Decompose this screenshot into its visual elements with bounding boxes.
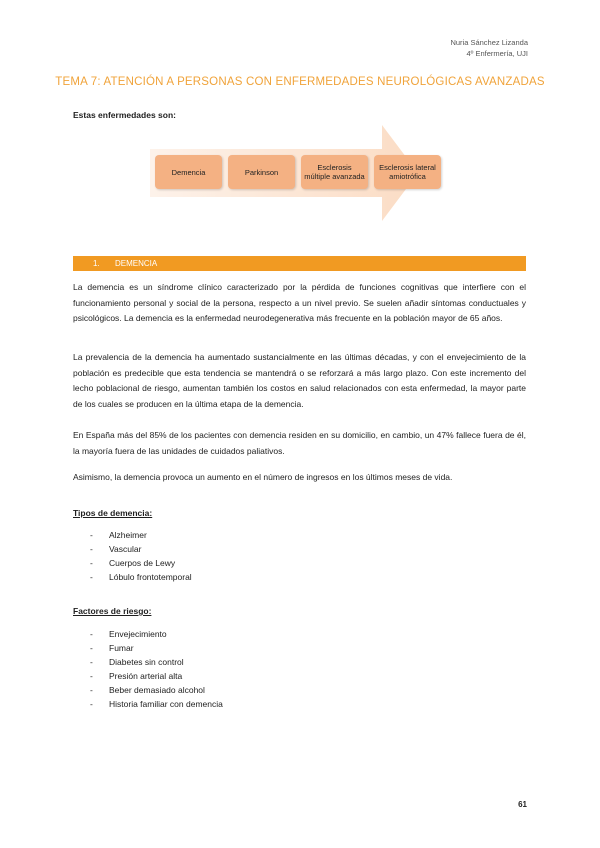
paragraph-definition: La demencia es un síndrome clínico caracterizado por la pérdida de funciones cognitivas que interfiere con el funcionamiento personal y social de la persona, respecto a un nivel previo. Se suelen añadir síntomas conductuales y psicológicos. La demencia es la enfermedad neurodegenerativa más frecuente en la población mayor de 65 años. xyxy=(73,282,526,323)
page-header xyxy=(450,37,528,59)
disease-label: Esclerosis lateral amiotrófica xyxy=(379,163,436,181)
paragraph-spain: En España más del 85% de los pacientes con demencia residen en su domicilio, en cambio, un 47% fallece fuera de él, la mayoría fuera de las unidades de cuidados paliativos. xyxy=(73,430,526,456)
list-item-label: Diabetes sin control xyxy=(109,657,184,667)
list-item-label: Presión arterial alta xyxy=(109,671,183,681)
list-item: - Historia familiar con demencia xyxy=(90,699,223,709)
list-item: - Presión arterial alta xyxy=(90,671,183,681)
list-item: - Fumar xyxy=(90,643,134,653)
section-number: 1. xyxy=(93,259,100,268)
disease-label: Parkinson xyxy=(244,167,279,177)
document-title: TEMA 7: ATENCIÓN A PERSONAS CON ENFERMEDADES NEUROLÓGICAS AVANZADAS xyxy=(55,76,545,88)
header-course: 4º Enfermería, UJI xyxy=(466,49,528,58)
list-item: - Envejecimiento xyxy=(90,629,167,639)
list-item-label: Beber demasiado alcohol xyxy=(109,685,205,695)
section-heading-dementia xyxy=(73,256,526,271)
list-item-label: Alzheimer xyxy=(109,530,147,540)
list-item: - Lóbulo frontotemporal xyxy=(90,572,192,582)
types-heading: Tipos de demencia: xyxy=(73,508,153,518)
disease-box-als xyxy=(374,155,441,189)
disease-box-dementia xyxy=(155,155,222,189)
list-item-label: Fumar xyxy=(109,643,134,653)
list-item: - Alzheimer xyxy=(90,530,147,540)
risk-heading: Factores de riesgo: xyxy=(73,606,152,616)
disease-label: Esclerosis múltiple avanzada xyxy=(304,163,365,181)
list-item: - Beber demasiado alcohol xyxy=(90,685,205,695)
list-item: - Diabetes sin control xyxy=(90,657,184,667)
intro-text: Estas enfermedades son: xyxy=(73,110,176,120)
list-item-label: Historia familiar con demencia xyxy=(109,699,223,709)
disease-box-parkinson xyxy=(228,155,295,189)
paragraph-prevalence: La prevalencia de la demencia ha aumentado sustancialmente en las últimas décadas, y con el envejecimiento de la población es predecible que esta tendencia se mantendrá o se reforzará a más largo plazo. Con este incremento del lecho poblacional de riesgo, aumentan también los costos en salud relacionados con esta enfermedad, la mayor parte de los cuales se producen en la última etapa de la demencia. xyxy=(73,352,526,409)
disease-label: Demencia xyxy=(171,167,206,177)
disease-box-multiple-sclerosis xyxy=(301,155,368,189)
list-item-label: Vascular xyxy=(109,544,142,554)
section-title: DEMENCIA xyxy=(115,259,158,268)
list-item-label: Lóbulo frontotemporal xyxy=(109,572,192,582)
page-number: 61 xyxy=(518,800,527,809)
list-item: - Vascular xyxy=(90,544,142,554)
header-author: Nuria Sánchez Lizanda xyxy=(450,38,528,47)
list-item: - Cuerpos de Lewy xyxy=(90,558,176,568)
risk-list xyxy=(90,627,223,711)
list-item-label: Cuerpos de Lewy xyxy=(109,558,176,568)
paragraph-admissions: Asimismo, la demencia provoca un aumento en el número de ingresos en los últimos meses de vida. xyxy=(73,472,453,482)
diseases-diagram xyxy=(150,125,450,221)
types-list xyxy=(90,528,192,584)
list-item-label: Envejecimiento xyxy=(109,629,167,639)
